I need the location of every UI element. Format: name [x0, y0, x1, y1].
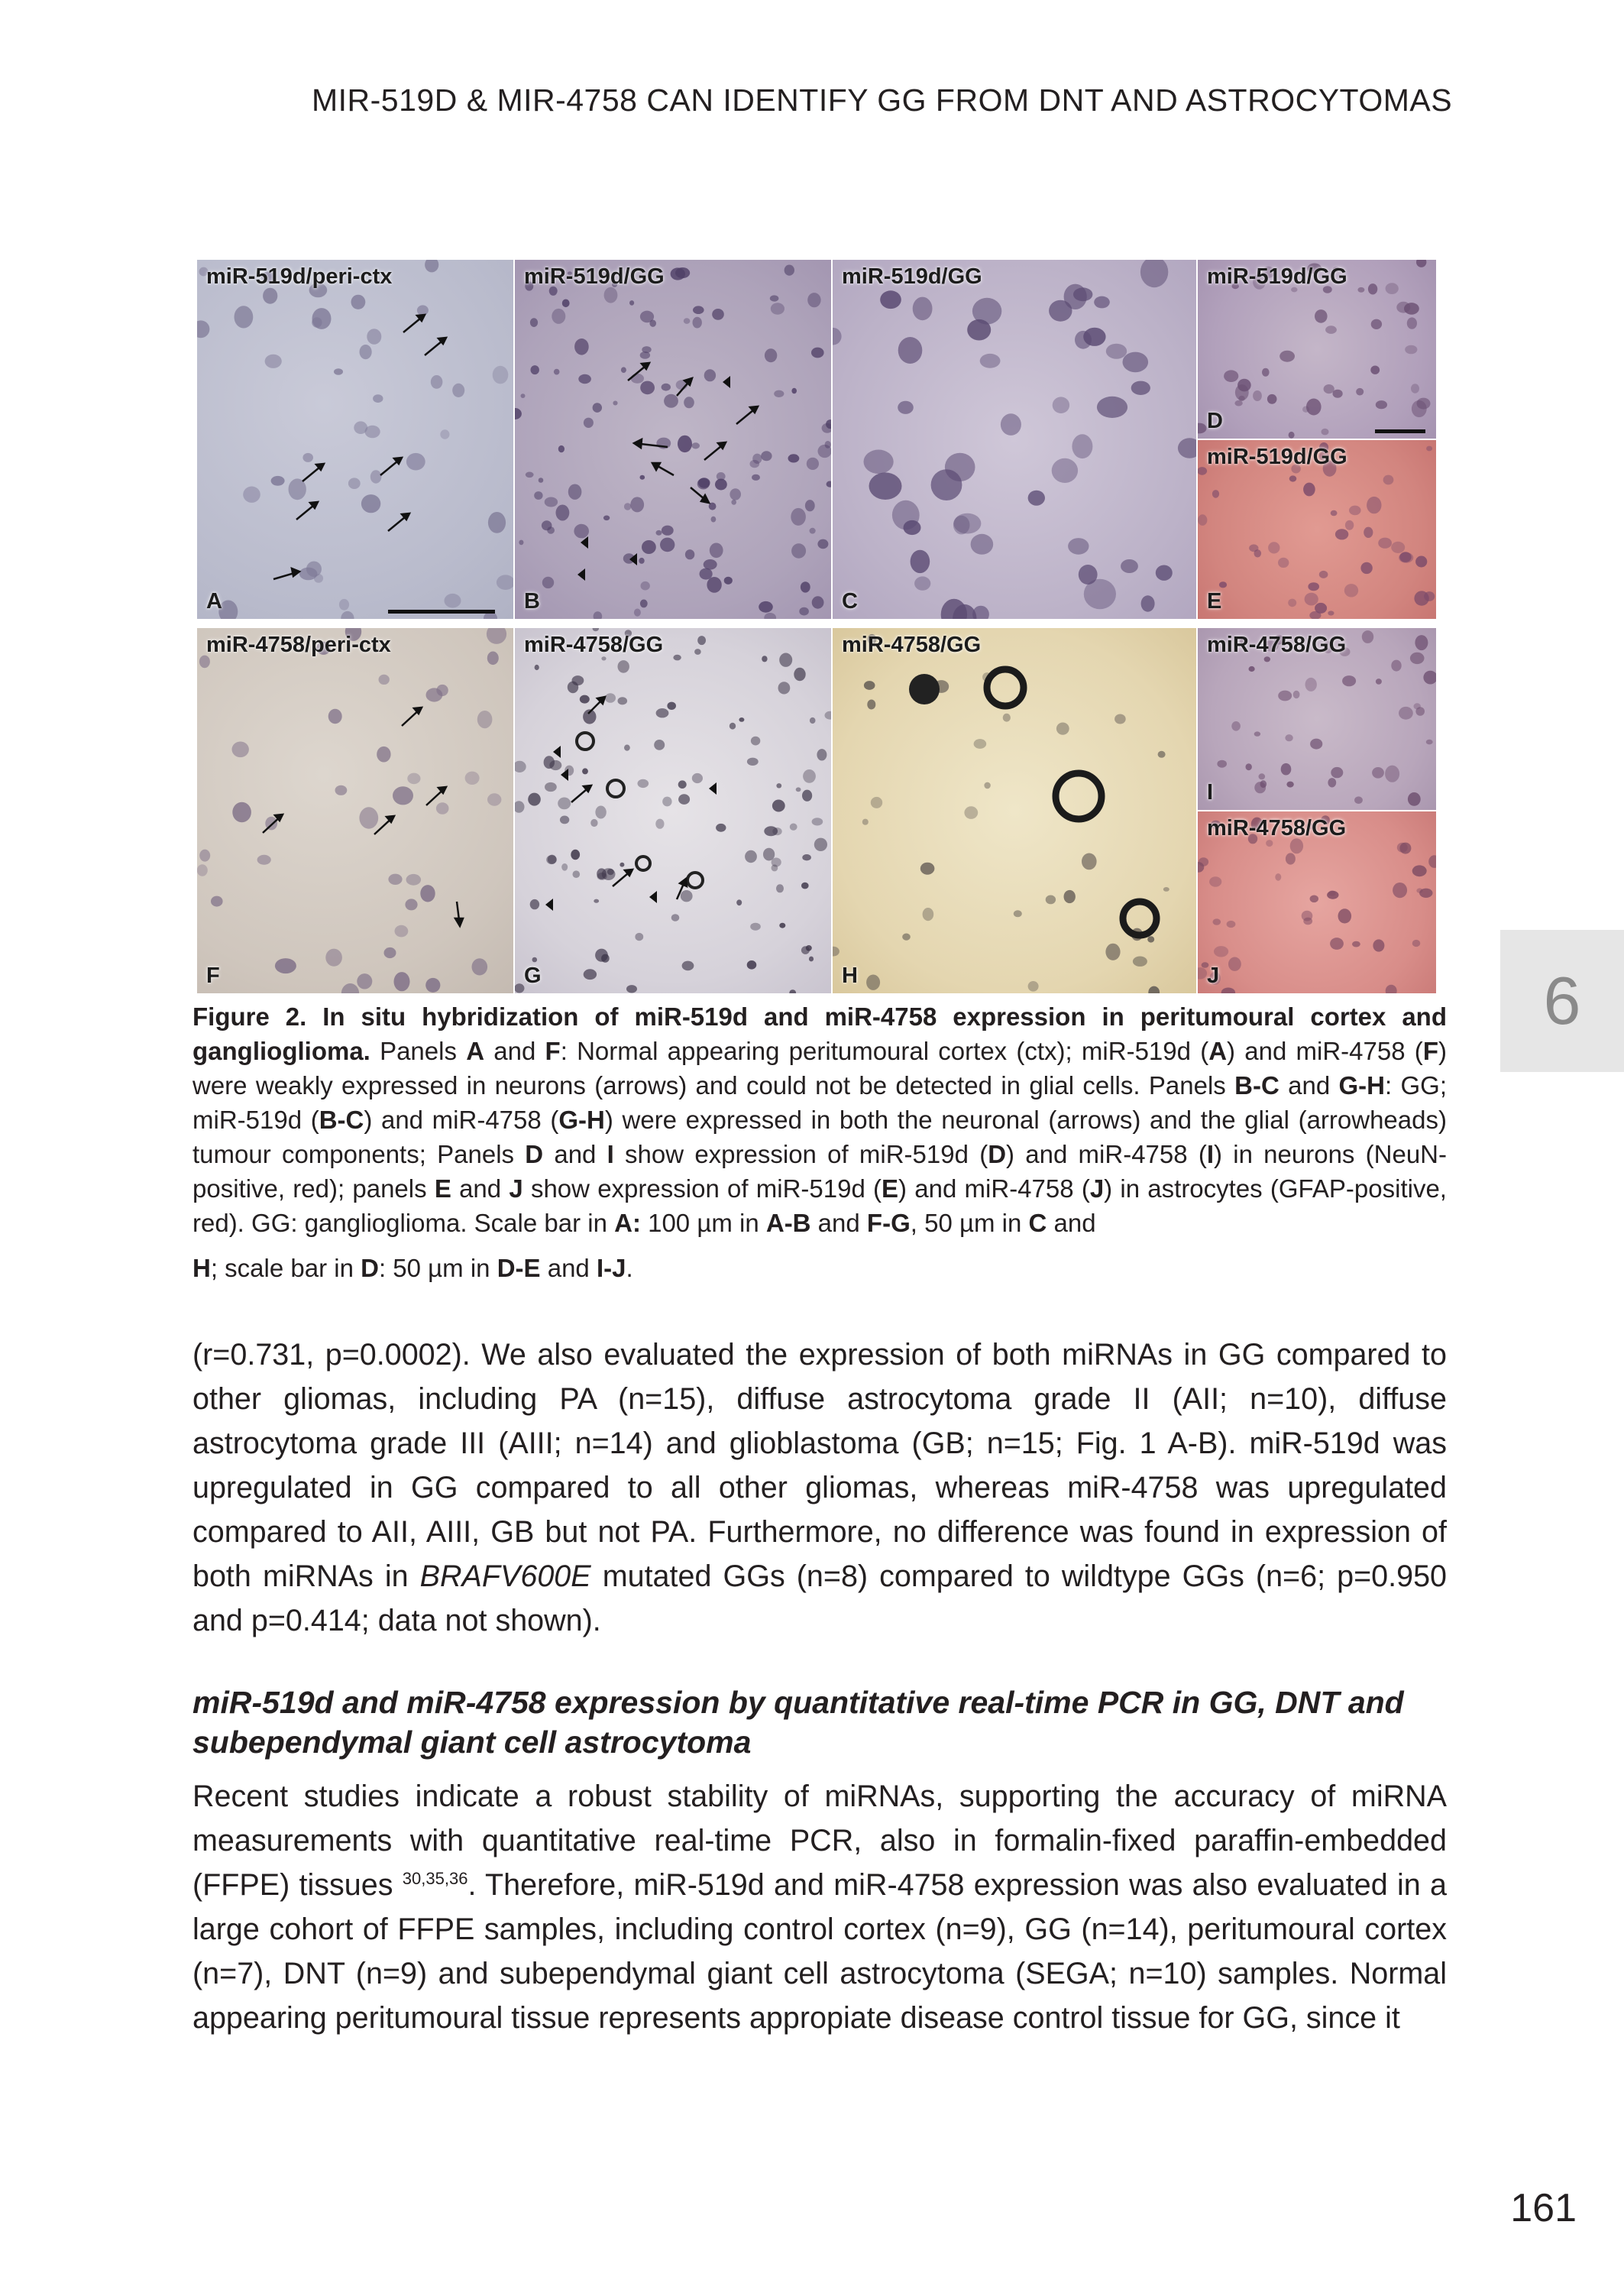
caption-text: ) and miR-4758 (: [1006, 1140, 1207, 1168]
caption-bold: F: [1422, 1037, 1438, 1065]
caption-bold: J: [509, 1174, 523, 1203]
stained-cell: [1246, 763, 1252, 770]
stained-cell: [1217, 760, 1227, 768]
panel-i: [1198, 628, 1436, 810]
stained-cell: [972, 298, 1001, 325]
caption-text: ) were expressed in both the neuronal (arrows) and the glial (arrowheads) tumour components; Panels: [192, 1106, 1447, 1168]
stained-cell: [953, 513, 981, 534]
stained-cell: [1354, 796, 1363, 804]
stained-cell: [914, 576, 930, 590]
stained-cell: [1399, 552, 1411, 562]
stained-cell: [1198, 514, 1207, 526]
caption-bold: D: [361, 1254, 379, 1282]
stained-cell: [1412, 865, 1427, 876]
paragraph-text: Recent studies indicate a robust stability of miRNAs, supporting the accuracy of miRNA measurements with quantitative real-time PCR, also in formalin-fixed paraffin-embedded (FFPE) tissues: [192, 1780, 1447, 1902]
panel-j-title: miR-4758/GG: [1207, 816, 1347, 840]
gene-name: BRAFV600E: [419, 1559, 591, 1593]
stained-cell: [1371, 319, 1382, 329]
stained-cell: [1279, 351, 1295, 362]
caption-bold: B-C: [1234, 1071, 1279, 1100]
stained-cell: [1072, 434, 1092, 458]
caption-bold: I: [1206, 1140, 1215, 1168]
caption-bold: A: [466, 1037, 485, 1065]
paragraph-text: . Therefore, miR-519d and miR-4758 expression was also evaluated in a large cohort of FFPE samples, including control cortex (n=9), GG (n=14), peritumoural cortex (n=7), DNT (n=9) and subependymal giant cell astrocytoma (SEGA; n=10) samples. Normal appearing peritumoural tissue represents appropiate disease control tissue for GG, since it: [192, 1868, 1447, 2035]
caption-bold: C: [1028, 1209, 1047, 1237]
caption-bold: B-C: [319, 1106, 364, 1134]
stained-cell: [1227, 921, 1236, 928]
stained-cell: [1396, 302, 1410, 313]
panel-a-title: miR-519d/peri-ctx: [206, 264, 393, 289]
caption-text: Panels: [370, 1037, 467, 1065]
caption-bold: F-G: [866, 1209, 911, 1237]
stained-cell: [1178, 438, 1196, 458]
stained-cell: [833, 328, 842, 345]
panel-f-title: miR-4758/peri-ctx: [206, 633, 391, 657]
stained-cell: [1360, 562, 1372, 574]
stained-cell: [1123, 352, 1149, 373]
running-head: MIR-519D & MIR-4758 CAN IDENTIFY GG FROM DNT AND ASTROCYTOMAS: [312, 83, 1453, 118]
caption-bold: A-B: [765, 1209, 811, 1237]
stained-cell: [1268, 542, 1279, 553]
stained-cell: [1278, 558, 1289, 568]
stained-cell: [1141, 595, 1155, 611]
caption-text: .: [626, 1254, 633, 1282]
stained-cell: [1234, 400, 1242, 406]
stained-cell: [1412, 940, 1421, 947]
stained-cell: [1219, 581, 1227, 588]
stained-cell: [1254, 549, 1262, 557]
stained-cell: [1373, 939, 1384, 951]
panel-g: [515, 628, 831, 993]
caption-bold: E: [434, 1174, 451, 1203]
stained-cell: [1267, 394, 1277, 404]
caption-text: ) in astrocytes (GFAP-positive, red). GG: ganglioglioma. Scale bar in: [192, 1174, 1447, 1237]
stained-cell: [1293, 691, 1300, 698]
stained-cell: [1281, 763, 1292, 776]
stained-cell: [1289, 432, 1295, 439]
stained-cell: [1140, 260, 1168, 287]
stained-cell: [1362, 630, 1373, 643]
panel-f-arrows: [197, 628, 513, 993]
panel-b: [515, 260, 831, 619]
caption-text: and: [540, 1254, 597, 1282]
citation-superscript: 30,35,36: [402, 1868, 468, 1888]
panel-h: [833, 628, 1196, 993]
caption-bold: J: [1089, 1174, 1105, 1203]
stained-cell: [1328, 610, 1334, 615]
panel-e-letter: E: [1207, 589, 1222, 614]
caption-bold: I-J: [596, 1254, 626, 1282]
stained-cell: [1335, 529, 1348, 539]
stained-cell: [1315, 603, 1327, 614]
stained-cell: [1342, 675, 1356, 686]
stained-cell: [1198, 967, 1207, 979]
stained-cell: [864, 450, 894, 474]
section-heading: miR-519d and miR-4758 expression by quantitative real-time PCR in GG, DNT and subependymal giant cell astrocytoma: [192, 1685, 1404, 1760]
caption-last-line: [192, 1251, 1447, 1285]
stained-cell: [1349, 506, 1361, 516]
caption-text: ) and miR-4758 (: [1227, 1037, 1423, 1065]
stained-cell: [1411, 384, 1419, 393]
caption-bold: A: [1208, 1037, 1228, 1065]
panel-j-letter: J: [1207, 964, 1220, 988]
paragraph-text: mutated GGs (n=8) compared to wildtype GGs (n=6; p=0.950 and p=0.414; data not shown).: [192, 1559, 1448, 1637]
stained-cell: [1156, 565, 1173, 581]
panel-a-arrows: [197, 260, 513, 619]
scale-bar: [1375, 429, 1425, 433]
caption-bold: F: [545, 1037, 561, 1065]
panel-g-title: miR-4758/GG: [524, 633, 664, 657]
stained-cell: [1372, 767, 1384, 779]
stained-cell: [1385, 766, 1399, 782]
caption-text: 100 µm in: [640, 1209, 766, 1237]
stained-cell: [1319, 571, 1328, 578]
stained-cell: [1212, 490, 1219, 498]
stained-cell: [1068, 538, 1089, 555]
stained-cell: [1275, 873, 1281, 881]
caption-text: show expression of miR-519d (: [613, 1140, 988, 1168]
caption-text: and: [810, 1209, 867, 1237]
stained-cell: [1237, 379, 1251, 392]
body-paragraph-1: [192, 1333, 1447, 1643]
stained-cell: [1383, 475, 1394, 485]
panel-c-title: miR-519d/GG: [842, 264, 982, 289]
stained-cell: [1049, 300, 1072, 322]
stained-cell: [1084, 579, 1116, 610]
stained-cell: [1333, 390, 1343, 398]
stained-cell: [1352, 941, 1360, 947]
panel-a-letter: A: [206, 589, 222, 614]
caption-text: and: [1279, 1071, 1339, 1100]
panel-h-rings: [833, 628, 1196, 993]
figure-caption: [192, 999, 1447, 1285]
stained-cell: [1308, 582, 1319, 591]
stained-cell: [945, 453, 975, 481]
stained-cell: [1399, 843, 1411, 854]
stained-cell: [1305, 593, 1318, 606]
stained-cell: [1331, 767, 1343, 778]
chapter-tab: 6: [1500, 930, 1624, 1072]
stained-cell: [1423, 671, 1436, 685]
panel-j: [1198, 811, 1436, 993]
stained-cell: [1303, 483, 1315, 497]
panel-b-arrows: [515, 260, 831, 619]
stained-cell: [1121, 559, 1138, 573]
stained-cell: [1306, 399, 1322, 416]
caption-text: : GG; miR-519d (: [192, 1071, 1448, 1134]
caption-bold: D-E: [497, 1254, 541, 1282]
stained-cell: [1302, 911, 1313, 921]
stained-cell: [1286, 853, 1296, 864]
caption-text: ; scale bar in: [210, 1254, 361, 1282]
caption-bold: H: [192, 1254, 211, 1282]
stained-cell: [1221, 988, 1235, 994]
stained-cell: [1357, 287, 1364, 293]
stained-cell: [1310, 896, 1318, 903]
body-paragraph-2: [192, 1774, 1447, 2040]
stained-cell: [1364, 527, 1373, 538]
stained-cell: [1324, 384, 1334, 394]
panel-g-arrows: [515, 628, 831, 993]
stained-cell: [1368, 283, 1377, 294]
figure-2: [197, 260, 1436, 993]
panel-f: [197, 628, 513, 993]
caption-text: ) and miR-4758 (: [364, 1106, 559, 1134]
stained-cell: [1224, 370, 1238, 382]
stained-cell: [1259, 773, 1266, 779]
stained-cell: [1338, 908, 1352, 923]
stained-cell: [1028, 491, 1045, 506]
stained-cell: [1376, 400, 1387, 409]
stained-cell: [1278, 691, 1292, 701]
stained-cell: [971, 534, 994, 555]
stained-cell: [1228, 957, 1241, 971]
caption-text: ) and miR-4758 (: [898, 1174, 1090, 1203]
stained-cell: [1315, 309, 1328, 323]
stained-cell: [1052, 458, 1078, 483]
stained-cell: [1231, 721, 1241, 731]
panel-h-title: miR-4758/GG: [842, 633, 982, 657]
stained-cell: [1198, 467, 1207, 475]
caption-bold: D: [988, 1140, 1007, 1168]
stained-cell: [1322, 429, 1329, 436]
stained-cell: [1344, 584, 1358, 597]
panel-g-letter: G: [524, 964, 542, 988]
stained-cell: [1083, 328, 1105, 346]
stained-cell: [1305, 678, 1317, 691]
paragraph-text: (r=0.731, p=0.0002). We also evaluated the expression of both miRNAs in GG compared to other gliomas, including PA (n=15), diffuse astrocytoma grade II (AII; n=10), diffuse astrocytoma grade III (AIII; n=14) and glioblastoma (GB; n=15; Fig. 1 A-B). miR-519d was upregulated in GG compared to all other gliomas, whereas miR-4758 was upregulated compared to AII, AIII, GB but not PA. Furthermore, no difference was found in expression of both miRNAs in: [192, 1338, 1447, 1593]
stained-cell: [1330, 938, 1344, 950]
stained-cell: [1325, 325, 1337, 334]
stained-cell: [869, 472, 902, 500]
caption-bold: E: [882, 1174, 899, 1203]
caption-bold: D: [525, 1140, 544, 1168]
panel-d-letter: D: [1207, 409, 1223, 433]
caption-bold: A:: [614, 1209, 641, 1237]
caption-text: and: [543, 1140, 607, 1168]
stained-cell: [1073, 287, 1092, 301]
stained-cell: [1428, 855, 1436, 868]
stained-cell: [880, 290, 901, 309]
caption-title: Figure 2. In situ hybridization of miR-519d and miR-4758 expression in peritumoural cortex and ganglioglioma.: [192, 1002, 1447, 1065]
panel-i-letter: I: [1207, 780, 1214, 805]
stained-cell: [1386, 283, 1399, 294]
stained-cell: [1249, 666, 1255, 672]
panel-f-letter: F: [206, 964, 220, 988]
stained-cell: [1053, 397, 1069, 413]
caption-text: show expression of miR-519d (: [522, 1174, 882, 1203]
stained-cell: [1399, 707, 1413, 720]
stained-cell: [1286, 782, 1293, 788]
stained-cell: [1376, 679, 1382, 685]
stained-cell: [1415, 707, 1425, 716]
caption-text: , 50 µm in: [910, 1209, 1029, 1237]
caption-text: ) were weakly expressed in neurons (arrows) and could not be detected in glial cells. Panels: [192, 1037, 1447, 1100]
stained-cell: [1214, 946, 1228, 957]
stained-cell: [1405, 345, 1417, 355]
caption-text: and: [1047, 1209, 1096, 1237]
stained-cell: [1391, 542, 1405, 553]
stained-cell: [1262, 368, 1270, 377]
stained-cell: [1393, 883, 1407, 898]
stained-cell: [1345, 520, 1354, 530]
stained-cell: [1426, 446, 1432, 452]
stained-cell: [1094, 296, 1110, 309]
caption-text: and: [484, 1037, 545, 1065]
caption-text: and: [451, 1174, 510, 1203]
stained-cell: [1106, 344, 1127, 359]
caption-bold: G-H: [1338, 1071, 1385, 1100]
caption-bold: G-H: [558, 1106, 605, 1134]
panel-d-title: miR-519d/GG: [1207, 264, 1347, 289]
stained-cell: [1213, 918, 1221, 925]
stained-cell: [1253, 390, 1262, 401]
stained-cell: [980, 354, 1001, 368]
panel-c-letter: C: [842, 589, 858, 614]
panel-b-letter: B: [524, 589, 540, 614]
stained-cell: [1289, 475, 1297, 481]
stained-cell: [1331, 510, 1338, 517]
stained-cell: [1254, 731, 1260, 736]
stained-cell: [1410, 653, 1425, 664]
stained-cell: [1260, 780, 1267, 788]
caption-text: ) in neurons (NeuN-positive, red); panels: [192, 1140, 1447, 1203]
stained-cell: [1288, 599, 1296, 607]
panel-h-letter: H: [842, 964, 858, 988]
panel-i-title: miR-4758/GG: [1207, 633, 1347, 657]
stained-cell: [1001, 413, 1021, 436]
caption-bold: I: [607, 1140, 614, 1168]
stained-cell: [1386, 985, 1397, 993]
stained-cell: [1285, 734, 1292, 741]
panel-c-micrograph: [833, 260, 1196, 619]
stained-cell: [892, 500, 920, 530]
stained-cell: [1415, 556, 1427, 568]
stained-cell: [1209, 876, 1221, 886]
stained-cell: [1426, 740, 1433, 745]
panel-d: [1198, 260, 1436, 439]
stained-cell: [1415, 635, 1428, 650]
stained-cell: [1391, 660, 1401, 672]
stained-cell: [913, 297, 933, 321]
stained-cell: [1310, 739, 1322, 750]
panel-a: [197, 260, 513, 619]
panel-e-title: miR-519d/GG: [1207, 445, 1347, 469]
stained-cell: [1328, 890, 1336, 896]
stained-cell: [1198, 423, 1207, 434]
caption-text: : 50 µm in: [378, 1254, 497, 1282]
stained-cell: [1328, 778, 1336, 787]
stained-cell: [1417, 398, 1431, 410]
stained-cell: [1367, 497, 1381, 513]
stained-cell: [1408, 792, 1421, 806]
caption-text: : Normal appearing peritumoural cortex (ctx); miR-519d (: [560, 1037, 1209, 1065]
stained-cell: [1378, 538, 1392, 549]
page-number: 161: [1510, 2186, 1577, 2230]
stained-cell: [1424, 591, 1435, 601]
stained-cell: [1416, 260, 1426, 267]
panel-b-title: miR-519d/GG: [524, 264, 665, 289]
stained-cell: [898, 337, 923, 364]
stained-cell: [1097, 397, 1127, 418]
stained-cell: [911, 550, 930, 573]
scale-bar: [388, 610, 495, 614]
stained-cell: [1407, 317, 1417, 329]
stained-cell: [1416, 888, 1422, 892]
stained-cell: [1370, 366, 1380, 374]
stained-cell: [898, 401, 914, 414]
stained-cell: [1356, 388, 1364, 396]
panel-e: [1198, 440, 1436, 619]
stained-cell: [1131, 381, 1150, 395]
panel-c: [833, 260, 1196, 619]
